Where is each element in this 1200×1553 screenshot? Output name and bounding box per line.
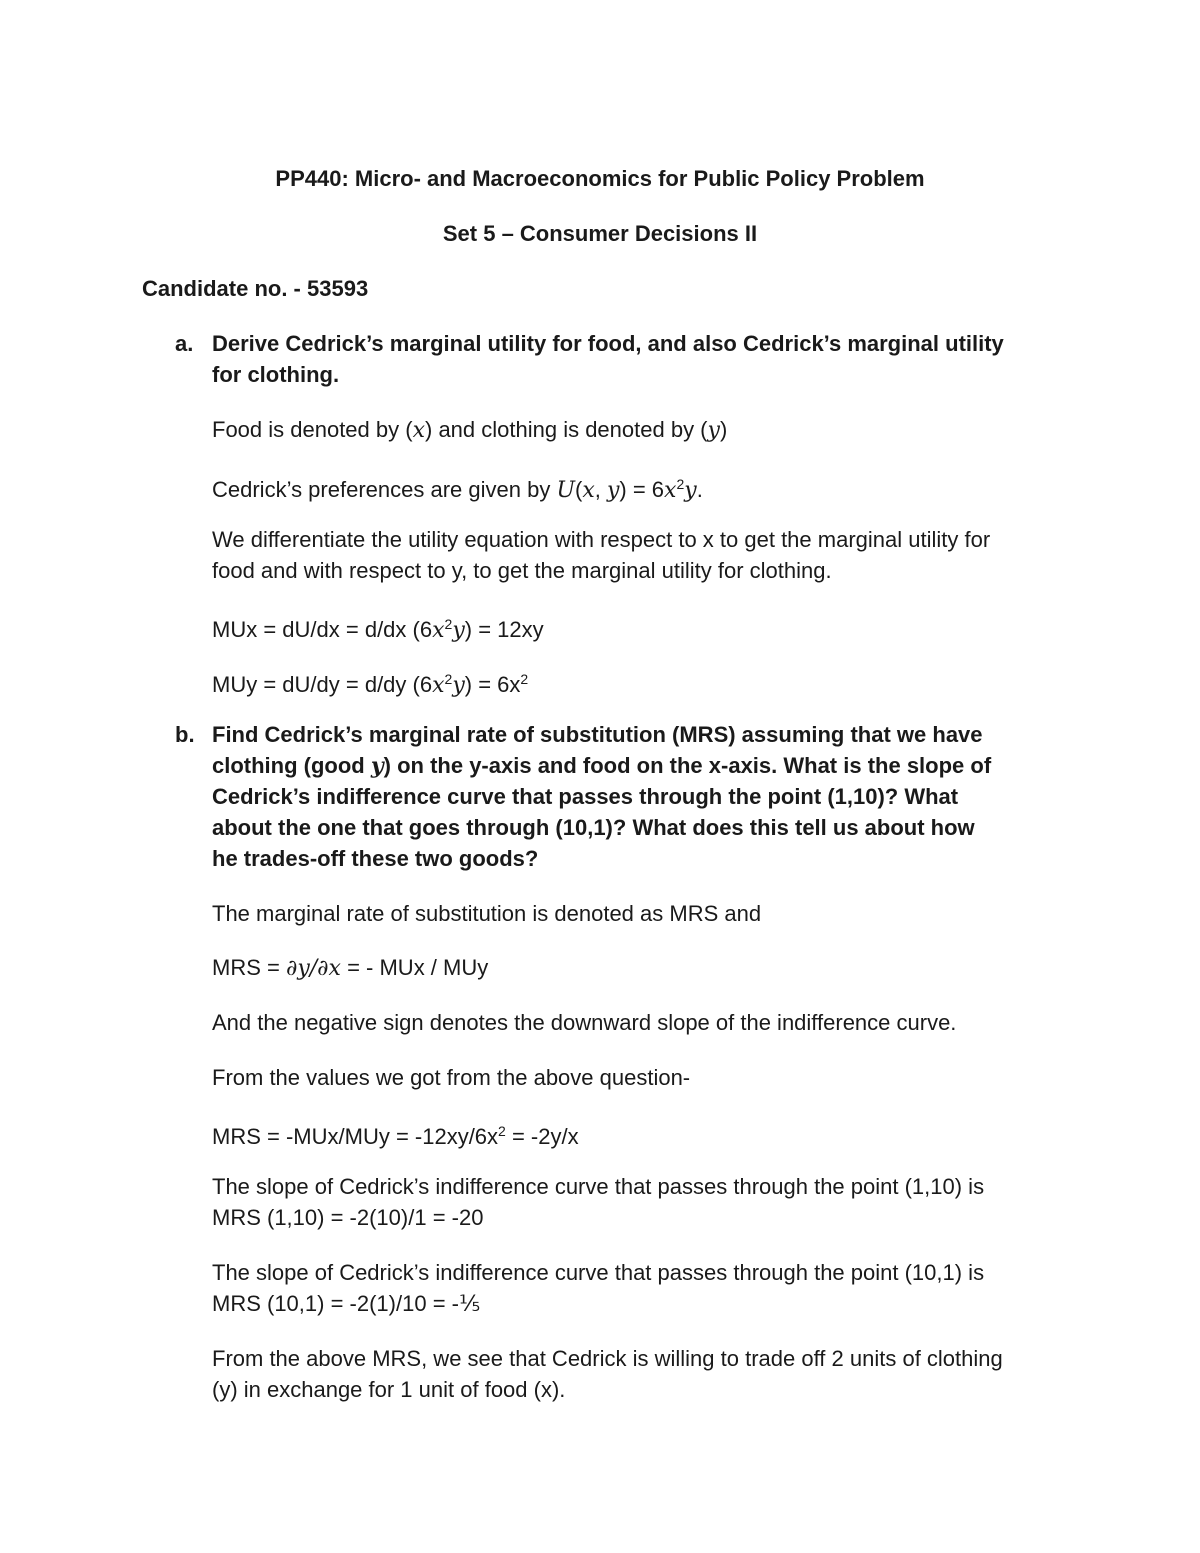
question-b-line2: clothing (good y) on the y-axis and food on the x-axis. What is the slope of — [212, 753, 992, 779]
question-a-marker: a. — [175, 331, 194, 356]
candidate-number: Candidate no. - 53593 — [142, 276, 369, 301]
answer-a-preferences: Cedrick’s preferences are given by U(x, $y) = 6x^2y$. — [212, 476, 703, 503]
answer-b-mrs-formula: MRS = $-MUx/MUy = -12xy/6x^2 = -2y/x$ — [212, 1123, 579, 1149]
answer-b-slope-1-10-line2: MRS (1,10) = -2(10)/1 = -20 — [212, 1205, 484, 1230]
question-a-line1: Derive Cedrick’s marginal utility for food, and also Cedrick’s marginal utility — [212, 331, 1004, 356]
question-b-line1: Find Cedrick’s marginal rate of substitution (MRS) assuming that we have — [212, 722, 983, 747]
answer-a-method-line1: We differentiate the utility equation with respect to x to get the marginal utility for — [212, 527, 991, 552]
answer-b-values-intro: From the values we got from the above question- — [212, 1065, 691, 1090]
document-subtitle: Set 5 – Consumer Decisions II — [442, 221, 758, 246]
question-b-line5: he trades-off these two goods? — [212, 846, 539, 871]
answer-b-conclusion-line1: From the above MRS, we see that Cedrick is willing to trade off 2 units of clothing — [212, 1346, 1003, 1371]
answer-b-slope-10-1-line2: MRS (10,1) = -2(1)/10 = -⅕ — [212, 1291, 481, 1316]
answer-b-slope-1-10-line1: The slope of Cedrick’s indifference curve that passes through the point (1,10) is — [212, 1174, 985, 1199]
answer-b-sign-note: And the negative sign denotes the downward slope of the indifference curve. — [212, 1010, 957, 1035]
question-b-marker: b. — [175, 722, 195, 747]
question-b-line4: about the one that goes through (10,1)? What does this tell us about how — [212, 815, 975, 840]
question-a-line2: for clothing. — [212, 362, 340, 387]
answer-b-conclusion-line2: (y) in exchange for 1 unit of food (x). — [212, 1377, 566, 1402]
question-b-line3: Cedrick’s indifference curve that passes through the point (1,10)? What — [212, 784, 959, 809]
answer-a-notation: Food is denoted by (x) and clothing is denoted by (y) — [212, 417, 728, 443]
answer-b-slope-10-1-line1: The slope of Cedrick’s indifference curve that passes through the point (10,1) is — [212, 1260, 985, 1285]
answer-b-mrs-definition: MRS = ∂y/∂x = - MUx / MUy — [212, 955, 489, 981]
answer-a-method-line2: food and with respect to y, to get the marginal utility for clothing. — [212, 558, 832, 583]
answer-a-mux: MUx = dU/dx = d/dx $(6x^2y) = 12xy$ — [212, 616, 544, 643]
answer-a-muy: MUy = dU/dy = d/dy $(6x^2y) = 6x^2$ — [212, 671, 529, 698]
document-title: PP440: Micro- and Macroeconomics for Public Policy Problem — [275, 166, 925, 191]
answer-b-intro: The marginal rate of substitution is denoted as MRS and — [212, 901, 762, 926]
